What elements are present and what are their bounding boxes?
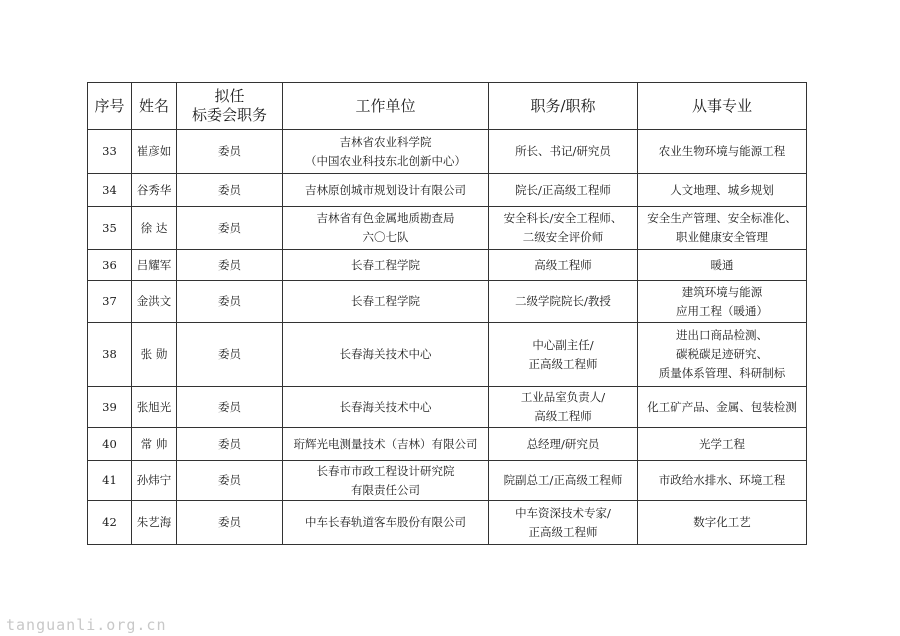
cell-unit: 中车长春轨道客车股份有限公司 (283, 501, 489, 545)
cell-name: 常 帅 (132, 428, 177, 461)
cell-title: 总经理/研究员 (489, 428, 638, 461)
cell-field: 市政给水排水、环境工程 (638, 461, 807, 501)
cell-field: 人文地理、城乡规划 (638, 174, 807, 207)
cell-field: 光学工程 (638, 428, 807, 461)
cell-seq: 37 (88, 281, 132, 323)
cell-field: 建筑环境与能源 应用工程（暖通） (638, 281, 807, 323)
site-watermark: tanguanli.org.cn (6, 616, 167, 634)
cell-seq: 42 (88, 501, 132, 545)
cell-seq: 40 (88, 428, 132, 461)
cell-role: 委员 (177, 281, 283, 323)
table-row (88, 250, 807, 281)
cell-title: 工业品室负责人/ 高级工程师 (489, 387, 638, 428)
table-row (88, 323, 807, 387)
cell-seq: 33 (88, 130, 132, 174)
cell-role: 委员 (177, 323, 283, 387)
cell-role: 委员 (177, 501, 283, 545)
header-seq: 序号 (88, 83, 132, 130)
cell-name: 朱艺海 (132, 501, 177, 545)
table-row (88, 281, 807, 323)
cell-unit: 吉林原创城市规划设计有限公司 (283, 174, 489, 207)
cell-unit: 长春海关技术中心 (283, 387, 489, 428)
cell-unit: 长春工程学院 (283, 281, 489, 323)
cell-name: 谷秀华 (132, 174, 177, 207)
cell-seq: 34 (88, 174, 132, 207)
cell-unit: 长春海关技术中心 (283, 323, 489, 387)
table-row (88, 461, 807, 501)
header-role: 拟任 标委会职务 (177, 83, 283, 130)
cell-title: 高级工程师 (489, 250, 638, 281)
cell-seq: 36 (88, 250, 132, 281)
table-row (88, 130, 807, 174)
cell-name: 张旭光 (132, 387, 177, 428)
table-row (88, 387, 807, 428)
cell-role: 委员 (177, 387, 283, 428)
cell-unit: 吉林省农业科学院 （中国农业科技东北创新中心） (283, 130, 489, 174)
cell-title: 院副总工/正高级工程师 (489, 461, 638, 501)
cell-role: 委员 (177, 174, 283, 207)
cell-seq: 38 (88, 323, 132, 387)
cell-role: 委员 (177, 428, 283, 461)
cell-title: 所长、书记/研究员 (489, 130, 638, 174)
cell-name: 吕耀军 (132, 250, 177, 281)
cell-name: 张 勋 (132, 323, 177, 387)
cell-field: 安全生产管理、安全标准化、 职业健康安全管理 (638, 207, 807, 250)
cell-field: 农业生物环境与能源工程 (638, 130, 807, 174)
cell-field: 数字化工艺 (638, 501, 807, 545)
cell-field: 进出口商品检测、 碳税碳足迹研究、 质量体系管理、科研制标 (638, 323, 807, 387)
header-title: 职务/职称 (489, 83, 638, 130)
committee-roster-table (87, 82, 807, 545)
table-row (88, 428, 807, 461)
cell-unit: 长春市市政工程设计研究院 有限责任公司 (283, 461, 489, 501)
table-row (88, 501, 807, 545)
cell-seq: 41 (88, 461, 132, 501)
cell-title: 二级学院院长/教授 (489, 281, 638, 323)
table-row (88, 207, 807, 250)
cell-field: 化工矿产品、金属、包装检测 (638, 387, 807, 428)
cell-name: 孙炜宁 (132, 461, 177, 501)
cell-name: 金洪文 (132, 281, 177, 323)
cell-field: 暖通 (638, 250, 807, 281)
cell-name: 徐 达 (132, 207, 177, 250)
cell-unit: 吉林省有色金属地质勘查局 六〇七队 (283, 207, 489, 250)
cell-title: 中心副主任/ 正高级工程师 (489, 323, 638, 387)
header-field: 从事专业 (638, 83, 807, 130)
table-row (88, 174, 807, 207)
cell-role: 委员 (177, 130, 283, 174)
cell-role: 委员 (177, 461, 283, 501)
header-name: 姓名 (132, 83, 177, 130)
cell-name: 崔彦如 (132, 130, 177, 174)
cell-title: 中车资深技术专家/ 正高级工程师 (489, 501, 638, 545)
cell-role: 委员 (177, 250, 283, 281)
cell-seq: 39 (88, 387, 132, 428)
cell-unit: 珩辉光电测量技术（吉林）有限公司 (283, 428, 489, 461)
header-row (88, 83, 807, 130)
cell-seq: 35 (88, 207, 132, 250)
cell-unit: 长春工程学院 (283, 250, 489, 281)
header-unit: 工作单位 (283, 83, 489, 130)
cell-title: 安全科长/安全工程师、 二级安全评价师 (489, 207, 638, 250)
cell-role: 委员 (177, 207, 283, 250)
cell-title: 院长/正高级工程师 (489, 174, 638, 207)
